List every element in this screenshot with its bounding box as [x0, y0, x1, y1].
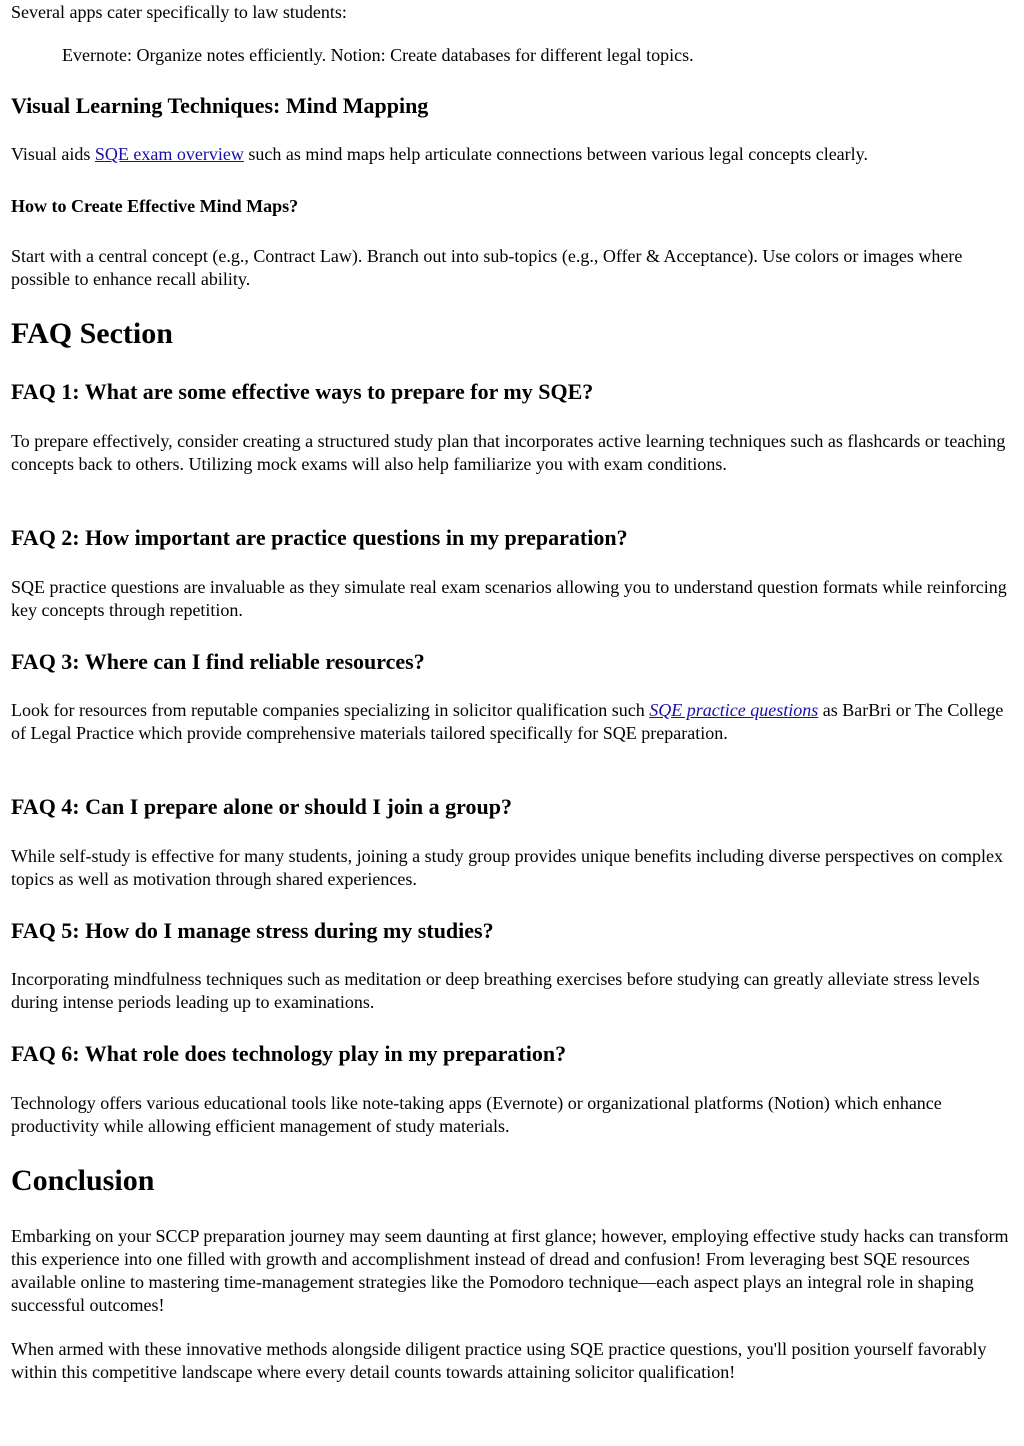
faq-question: FAQ 2: How important are practice questions in my preparation? — [11, 525, 628, 550]
faq-answer-text-before: Look for resources from reputable companies specializing in solicitor qualification such — [11, 700, 650, 720]
faq-answer-text-after: as BarBri or The College of Legal Practice which provide comprehensive materials tailored specifically for SQE preparation. — [11, 700, 1004, 743]
sqe-exam-overview-link[interactable]: SQE exam overview — [94, 144, 244, 164]
faq-answer: SQE practice questions are invaluable as they simulate real exam scenarios allowing you to understand question formats while reinforcing key concepts through repetition. — [11, 577, 1007, 620]
faq-answer: While self-study is effective for many students, joining a study group provides unique benefits including diverse perspectives on complex topics as well as motivation through shared experiences. — [11, 846, 1003, 889]
apps-intro-text: Several apps cater specifically to law students: — [11, 2, 347, 22]
conclusion-heading: Conclusion — [11, 1164, 155, 1197]
faq-question: FAQ 1: What are some effective ways to prepare for my SQE? — [11, 379, 594, 404]
visual-learning-heading: Visual Learning Techniques: Mind Mapping — [11, 93, 429, 118]
faq-answer: Technology offers various educational tools like note-taking apps (Evernote) or organizational platforms (Notion) which enhance productivity while allowing efficient management of study materials. — [11, 1093, 942, 1136]
conclusion-paragraph-2: When armed with these innovative methods alongside diligent practice using SQE practice questions, you'll position yourself favorably within this competitive landscape where every detail counts towards attaining solicitor qualification! — [11, 1339, 987, 1382]
faq-question: FAQ 4: Can I prepare alone or should I join a group? — [11, 794, 512, 819]
faq-question: FAQ 3: Where can I find reliable resources? — [11, 649, 425, 674]
faq-question: FAQ 5: How do I manage stress during my studies? — [11, 918, 494, 943]
faq-section-heading: FAQ Section — [11, 317, 173, 350]
faq-question: FAQ 6: What role does technology play in my preparation? — [11, 1041, 567, 1066]
visual-aids-text-before: Visual aids — [11, 144, 95, 164]
faq-answer: Incorporating mindfulness techniques such as meditation or deep breathing exercises before studying can greatly alleviate stress levels during intense periods leading up to examinations. — [11, 969, 980, 1012]
mind-maps-subheading: How to Create Effective Mind Maps? — [11, 196, 299, 216]
visual-aids-paragraph — [11, 143, 1011, 166]
faq-answer — [11, 699, 1011, 745]
visual-aids-text-after: such as mind maps help articulate connections between various legal concepts clearly. — [243, 144, 869, 164]
apps-list-text: Evernote: Organize notes efficiently. Notion: Create databases for different legal topics. — [62, 45, 694, 65]
sqe-practice-questions-link[interactable]: SQE practice questions — [649, 700, 819, 720]
mind-maps-steps-text: Start with a central concept (e.g., Contract Law). Branch out into sub-topics (e.g., Offer & Acceptance). Use colors or images where possible to enhance recall ability. — [11, 246, 963, 289]
conclusion-paragraph-1: Embarking on your SCCP preparation journey may seem daunting at first glance; however, employing effective study hacks can transform this experience into one filled with growth and accomplishment instead of dread and confusion! From leveraging best SQE resources available online to mastering time-management strategies like the Pomodoro technique—each aspect plays an integral role in shaping successful outcomes! — [11, 1226, 1009, 1315]
faq-answer: To prepare effectively, consider creating a structured study plan that incorporates active learning techniques such as flashcards or teaching concepts back to others. Utilizing mock exams will also help familiarize you with exam conditions. — [11, 431, 1006, 474]
